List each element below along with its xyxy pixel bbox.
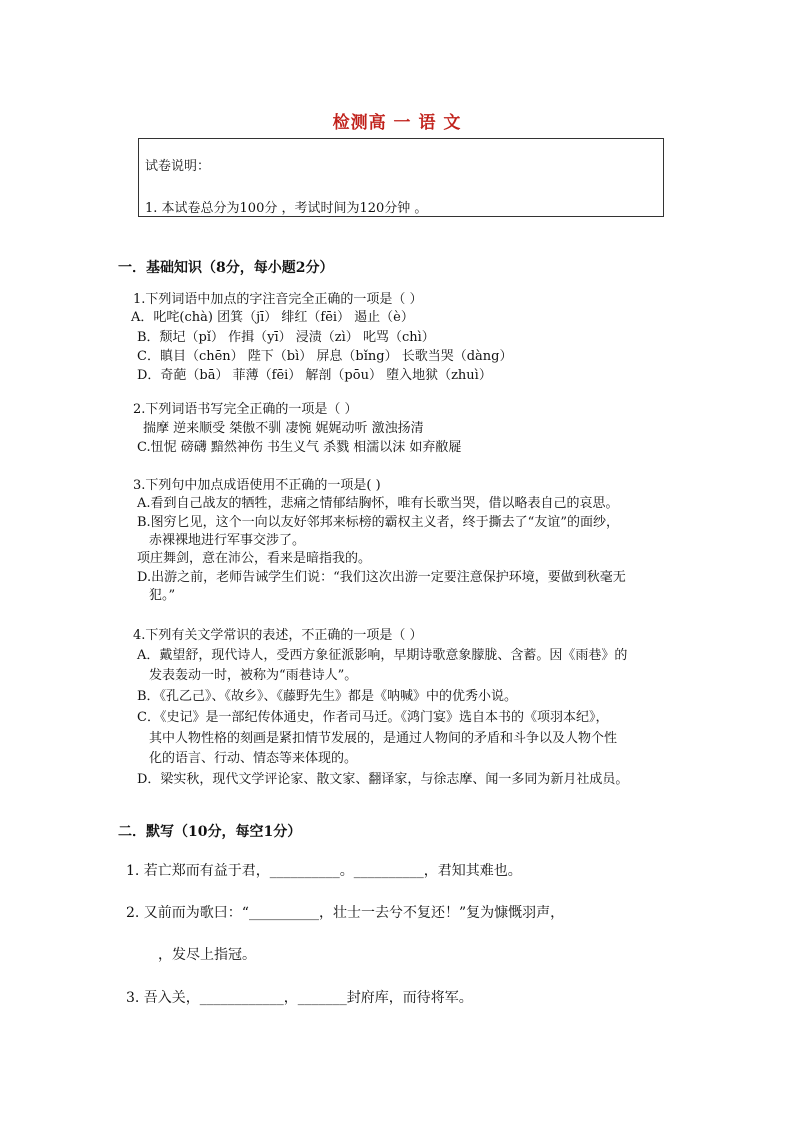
dictation-item-1: 1. 若亡郑而有益于君，__________。__________，君知其难也。: [126, 863, 522, 879]
section-heading-dictation: 二．默写（10分，每空1分）: [118, 824, 302, 840]
option-b-continued: 赤裸裸地进行军事交涉了。: [149, 533, 306, 548]
instructions-item: 1. 本试卷总分为100分 ，考试时间为120分钟 。: [145, 201, 428, 216]
question-stem: 4.下列有关文学常识的表述，不正确的一项是（ ）: [133, 628, 423, 643]
option-d-continued: 犯。”: [149, 588, 176, 603]
option-line: C.忸怩 磅礴 黯然神伤 书生义气 杀戮 相濡以沫 如弃敝屣: [137, 440, 462, 455]
question-stem: 1.下列词语中加点的字注音完全正确的一项是（ ）: [133, 292, 423, 307]
option-c-continued: 其中人物性格的刻画是紧扣情节发展的，是通过人物间的矛盾和斗争以及人物个性: [149, 731, 618, 746]
dictation-item-3: 3. 吾入关，____________，_______封府库，而待将军。: [126, 990, 473, 1006]
option-c: C．瞋目（chēn） 陛下（bì） 屏息（bǐng） 长歌当哭（dàng）: [137, 349, 513, 364]
dictation-item-2: 2. 又前而为歌曰：“__________，壮士一去兮不复还！”复为慷慨羽声，: [126, 905, 565, 921]
section-heading-basics: 一．基础知识（8分，每小题2分）: [118, 260, 334, 276]
option-b: B．《孔乙己》、《故乡》、《藤野先生》都是《呐喊》中的优秀小说。: [137, 689, 518, 704]
option-a: A．叱咤(chà) 团箕（jī） 绯红（fēi） 遏止（è）: [131, 310, 414, 325]
option-a: A．戴望舒，现代诗人，受西方象征派影响，早期诗歌意象朦胧、含蓄。因《雨巷》的: [137, 648, 628, 663]
option-c: C．《史记》是一部纪传体通史，作者司马迁。《鸿门宴》选自本书的《项羽本纪》，: [137, 710, 609, 725]
option-b: B.图穷匕见，这个一向以友好邻邦来标榜的霸权主义者，终于撕去了“友谊”的面纱，: [137, 515, 619, 530]
option-b: B．颓圮（pǐ） 作揖（yī） 浸渍（zì） 叱骂（chì）: [137, 330, 435, 345]
option-c: 项庄舞剑，意在沛公，看来是暗指我的。: [137, 551, 372, 566]
option-d: D.出游之前，老师告诫学生们说：“我们这次出游一定要注意保护环境，要做到秋毫无: [137, 570, 626, 585]
option-d: D．奇葩（bā） 菲薄（fēi） 解剖（pōu） 堕入地狱（zhuì）: [137, 368, 492, 383]
instructions-heading: 试卷说明：: [145, 159, 211, 174]
option-a: A.看到自己战友的牺牲，悲痛之情郁结胸怀，唯有长歌当哭，借以略表自己的哀思。: [137, 496, 619, 511]
question-stem: 2.下列词语书写完全正确的一项是（ ）: [133, 402, 358, 417]
option-d: D．梁实秋，现代文学评论家、散文家、翻译家，与徐志摩、闻一多同为新月社成员。: [137, 772, 629, 787]
option-line: 揣摩 逆来顺受 桀傲不驯 凄惋 娓娓动听 激浊扬清: [143, 421, 424, 436]
dictation-item-2-continued: ，发尽上指冠。: [158, 947, 256, 963]
page-title: 检测高 一 语 文: [332, 113, 462, 133]
option-a-continued: 发表轰动一时，被称为“雨巷诗人”。: [149, 668, 358, 683]
instructions-box: [138, 138, 664, 217]
question-stem: 3.下列句中加点成语使用不正确的一项是( ): [133, 478, 381, 493]
option-c-continued: 化的语言、行动、情态等来体现的。: [149, 751, 358, 766]
